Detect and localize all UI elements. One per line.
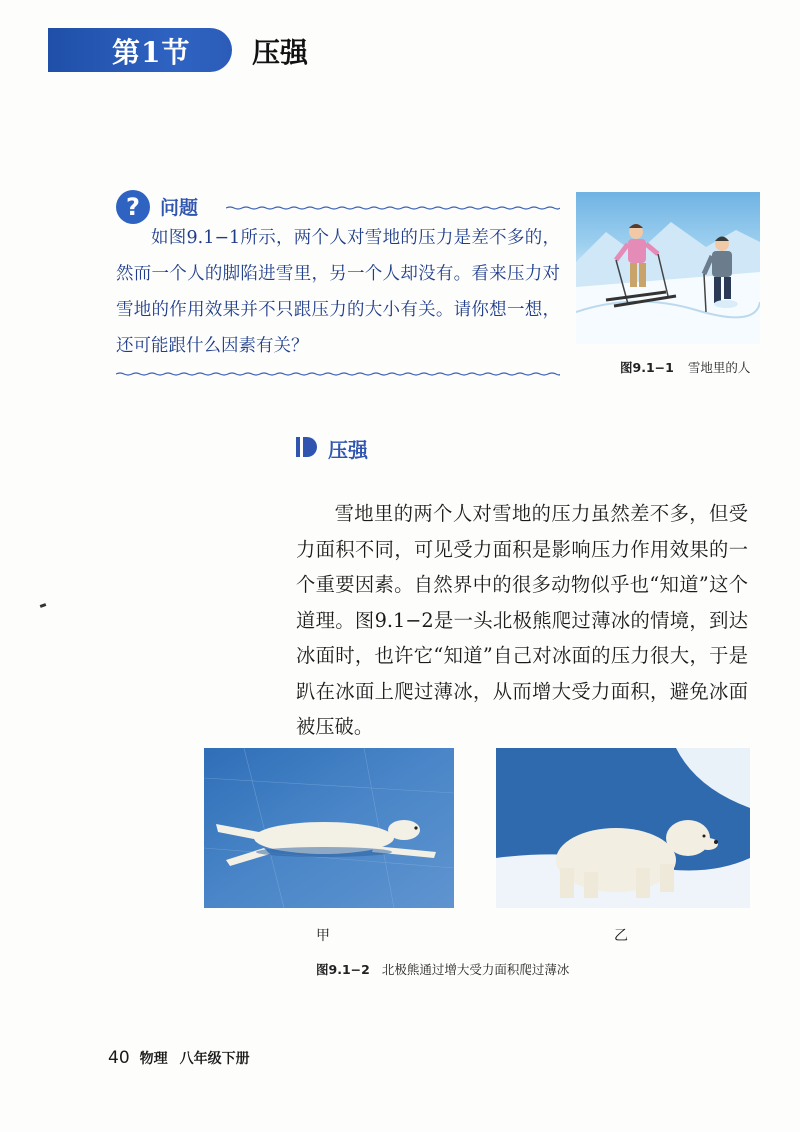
figure-polar-bear-crawling [204,748,454,908]
question-label: 问题 [160,197,199,219]
polar-bear-crawling-photo [204,748,454,908]
figure-polar-bear-walking [496,748,750,908]
margin-mark [40,603,47,608]
footer-subject: 物理 [139,1051,168,1067]
footer-book: 八年级下册 [179,1051,250,1067]
body-paragraph: 雪地里的两个人对雪地的压力虽然差不多，但受力面积不同，可见受力面积是影响压力作用效果的一个重要因素。自然界中的很多动物似乎也“知道”这个道理。图9.1−2是一头北极熊爬过薄冰的情境，到达冰面时，也许它“知道”自己对冰面的压力很大，于是趴在冰面上爬过薄冰，从而增大受力面积，避免冰面被压破。 [296,502,748,738]
snow-people-illustration [576,192,760,344]
page-number: 40 [108,1048,130,1068]
page-footer [108,1048,250,1068]
figure2-label-b: 乙 [614,928,628,944]
subsection-title: 压强 [328,438,368,462]
figure2-label-a: 甲 [316,928,330,944]
figure-snow-people [576,192,760,344]
wavy-divider-bottom [116,372,560,376]
section-title: 压强 [252,36,309,69]
figure2-caption-text: 北极熊通过增大受力面积爬过薄冰 [381,962,570,977]
question-text: 如图9.1−1所示，两个人对雪地的压力是差不多的，然而一个人的脚陷进雪里，另一个人却没有。看来压力对雪地的作用效果并不只跟压力的大小有关。请你想一想，还可能跟什么因素有关？ [116,228,560,356]
figure1-caption [620,358,760,376]
polar-bear-walking-photo [496,748,750,908]
subsection-marker-icon [296,437,318,457]
question-mark-icon: ? [116,190,150,224]
section-number: 第1节 [112,36,191,69]
figure2-number: 图9.1−2 [316,962,370,977]
figure1-number: 图9.1−1 [620,360,674,375]
figure1-caption-text: 雪地里的人 [687,360,751,375]
wavy-divider-top [226,206,560,210]
figure2-caption [316,960,569,978]
